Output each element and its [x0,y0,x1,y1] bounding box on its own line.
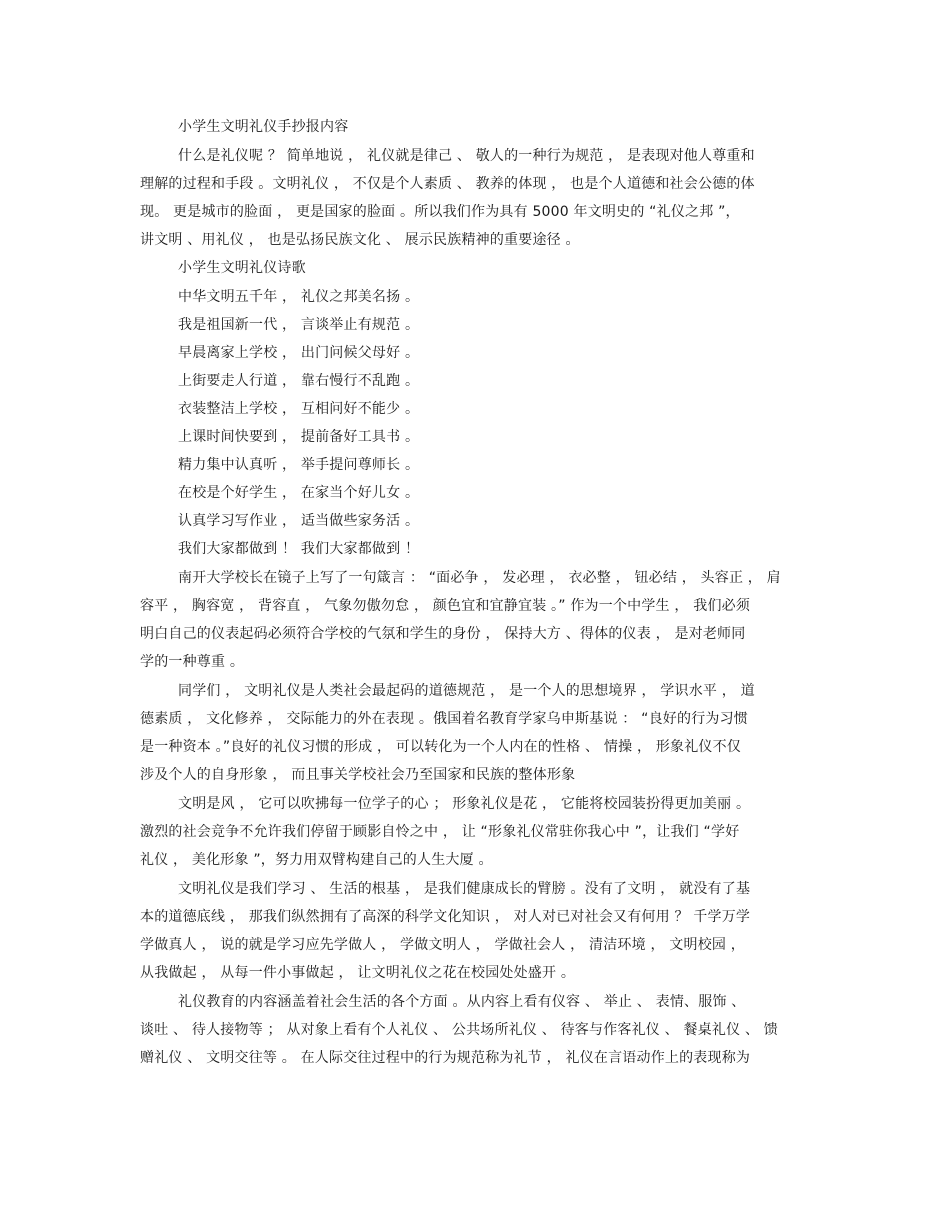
paragraph-wind-line-1: 文明是风 ， 它可以吹拂每一位学子的心 ； 形象礼仪是花 ， 它能将校园装扮得更加美丽 。 [178,796,751,812]
poem-line: 早晨离家上学校 ， 出门问候父母好 。 [178,345,420,361]
paragraph-classmates-line-3: 是一种资本 。”良好的礼仪习惯的形成 ， 可以转化为一个人内在的性格 、 情操 ， 形象礼仪不仅 [140,739,742,755]
paragraph-education-line-1: 礼仪教育的内容涵盖着社会生活的各个方面 。从内容上看有仪容 、 举止 、 表情、服饰 、 [178,994,746,1010]
poem-line: 精力集中认真听 ， 举手提问尊师长 。 [178,457,420,473]
paragraph-nankai-line-4: 学的一种尊重 。 [140,654,245,670]
paragraph-classmates-line-4: 涉及个人的自身形象 ， 而且事关学校社会乃至国家和民族的整体形象 [140,767,576,783]
paragraph-root-line-1: 文明礼仪是我们学习 、 生活的根基 ， 是我们健康成长的臂膀 。没有了文明 ， 就没有了基 [178,881,751,897]
poem-line: 我们大家都做到 ！ 我们大家都做到 ！ [178,541,420,557]
intro-line-3: 现。 更是城市的脸面 ， 更是国家的脸面 。所以我们作为具有 5000 年文明史的 “礼仪之邦 ”， [140,204,740,220]
paragraph-wind-line-2: 激烈的社会竞争不允许我们停留于顾影自怜之中 ， 让 “形象礼仪常驻你我心中 ”，让我们 “学好 [140,824,740,840]
document-title: 小学生文明礼仪手抄报内容 [178,119,349,135]
intro-line-4: 讲文明 、用礼仪 ， 也是弘扬民族文化 、 展示民族精神的重要途径 。 [140,232,580,248]
poem-title: 小学生文明礼仪诗歌 [178,260,306,276]
poem-line: 在校是个好学生 ， 在家当个好儿女 。 [178,485,420,501]
paragraph-root-line-3: 学做真人 ， 说的就是学习应先学做人 ， 学做文明人 ， 学做社会人 ， 清洁环境 ， 文明校园 ， [140,937,745,953]
paragraph-root-line-4: 从我做起 ， 从每一件小事做起 ， 让文明礼仪之花在校园处处盛开 。 [140,965,576,981]
intro-line-2: 理解的过程和手段 。文明礼仪 ， 不仅是个人素质 、 教养的体现 ， 也是个人道德和社会公德的体 [140,176,755,192]
paragraph-classmates-line-1: 同学们 ， 文明礼仪是人类社会最起码的道德规范 ， 是一个人的思想境界 ， 学识水平 ， 道 [178,683,755,699]
paragraph-root-line-2: 本的道德底线 ， 那我们纵然拥有了高深的科学文化知识 ， 对人对已对社会又有何用 ？ 千学万学 [140,909,751,925]
poem-line: 上课时间快要到 ， 提前备好工具书 。 [178,429,420,445]
paragraph-nankai-line-2: 容平 ， 胸容宽 ， 背容直 ， 气象勿傲勿怠 ， 颜色宜和宜静宜装 。” 作为一个中学生 ， 我们必须 [140,598,751,614]
paragraph-nankai-line-3: 明白自己的仪表起码必须符合学校的气氛和学生的身份 ， 保持大方 、得体的仪表 ， 是对老师同 [140,626,746,642]
poem-line: 衣装整洁上学校 ， 互相问好不能少 。 [178,401,420,417]
paragraph-classmates-line-2: 德素质 ， 文化修养 ， 交际能力的外在表现 。俄国着名教育学家乌申斯基说 ： “良好的行为习惯 [140,711,749,727]
paragraph-nankai-line-1: 南开大学校长在镜子上写了一句箴言 ： “面必争 ， 发必理 ， 衣必整 ， 钮必结 ， 头容正 ， 肩 [178,570,781,586]
poem-line: 上街要走人行道 ， 靠右慢行不乱跑 。 [178,373,420,389]
intro-line-1: 什么是礼仪呢 ？ 简单地说 ， 礼仪就是律己 、 敬人的一种行为规范 ， 是表现对他人尊重和 [178,148,755,164]
paragraph-wind-line-3: 礼仪 ， 美化形象 ”，努力用双臂构建自己的人生大厦 。 [140,852,493,868]
poem-line: 我是祖国新一代 ， 言谈举止有规范 。 [178,317,420,333]
poem-line: 认真学习写作业 ， 适当做些家务活 。 [178,513,420,529]
poem-line: 中华文明五千年 ， 礼仪之邦美名扬 。 [178,289,420,305]
paragraph-education-line-2: 谈吐 、 待人接物等 ； 从对象上看有个人礼仪 、 公共场所礼仪 、 待客与作客礼仪 、 餐桌礼仪 、 馈 [140,1022,778,1038]
paragraph-education-line-3: 赠礼仪 、 文明交往等 。 在人际交往过程中的行为规范称为礼节 ， 礼仪在言语动作上的表现称为 [140,1050,751,1066]
